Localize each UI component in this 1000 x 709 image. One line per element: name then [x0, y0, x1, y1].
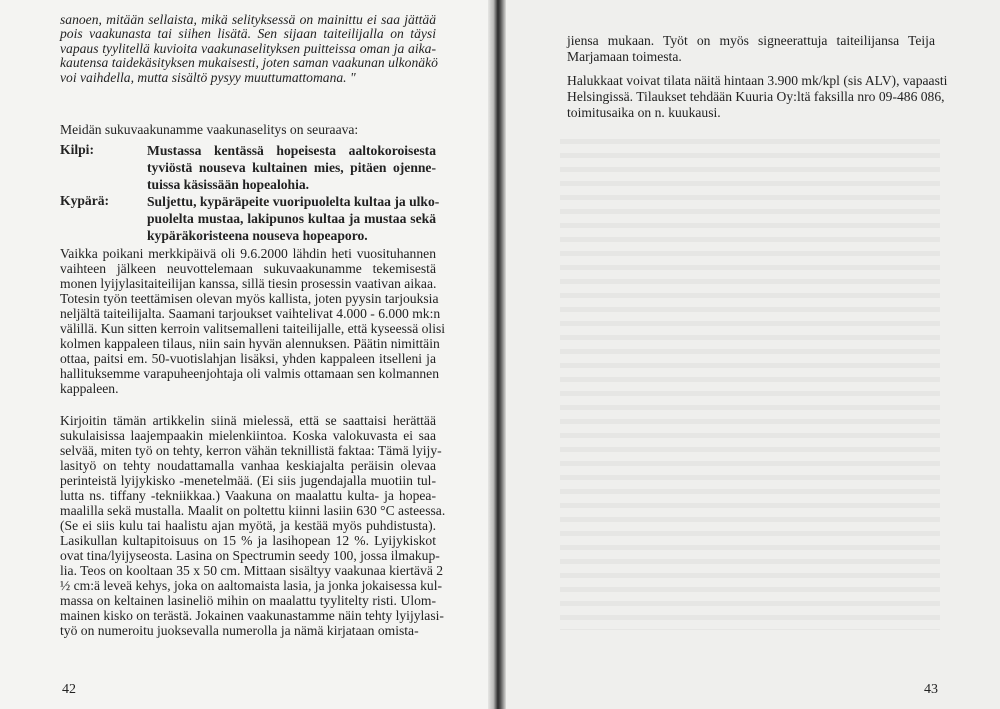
text-line: massa on keltainen lasineliö mihin on maalattu tyylitelty risti. Ulom-	[60, 593, 436, 608]
text-line: sukulaisissa laajempaakin mielenkiintoa. Koska valokuvasta ei saa	[60, 428, 436, 443]
text-line: työ on numeroitu juoksevalla numerolla ja nämä kirjataan omista-	[60, 623, 419, 638]
text-line: ½ cm:ä leveä kehys, joka on aaltomaista lasia, ja jonka jokaisessa kul-	[60, 578, 443, 593]
kilpi-label: Kilpi:	[60, 142, 94, 157]
text-line: hallituksemme varapuheenjohtaja oli valmis ottamaan sen kolmannen	[60, 366, 440, 381]
text-line: lutta ns. tiffany -tekniikkaa.) Vaakuna on maalattu kulta- ja hopea-	[60, 488, 436, 503]
text-line: puolelta mustaa, lakipunos kultaa ja mustaa sekä	[147, 211, 436, 226]
text-line: monen lyijylasitaiteilijan kanssa, sillä tiesin prosessin vaativan aikaa.	[60, 276, 437, 291]
text-line: maalilla sekä mustalla. Maalit on poltettu kiinni lasiin 630 °C asteessa.	[60, 503, 446, 518]
text-line: tuissa käsissään hopealohia.	[147, 177, 310, 192]
text-line: lia. Teos on kooltaan 35 x 50 cm. Mittaan sisältyy vaakunaa kiertävä 2	[60, 563, 444, 578]
text-line: Kirjoitin tämän artikkelin siinä mielessä, että se saattaisi herättää	[60, 413, 436, 428]
paragraph-order-story	[60, 246, 446, 396]
text-line: ovat tina/lyijyseosta. Lasina on Spectrumin seedy 100, jossa ilmakup-	[60, 548, 440, 563]
kypara-description	[147, 193, 440, 244]
text-line: mainen kisko on terästä. Jokainen vaakunastamme näin tehty lyijylasi-	[60, 608, 444, 623]
text-line: kappaleen.	[60, 381, 119, 396]
text-line: kautensa taidekäsityksen mukaisesti, joten saman vaakunan ulkonäkö	[60, 55, 438, 71]
paragraph-ordering-info	[567, 73, 948, 121]
paragraph-technical-facts	[60, 413, 446, 638]
page-number-right: 43	[924, 682, 938, 697]
text-line: selvää, miten työ on tehty, kerron vähän teknillistä faktaa: Tämä lyijy-	[60, 443, 442, 458]
text-line: Vaikka poikani merkkipäivä oli 9.6.2000 lähdin heti vuosituhannen	[60, 246, 436, 261]
text-line: välillä. Kun sitten kerroin valitsemalleni taiteilijalle, että kyseessä olisi	[60, 321, 446, 336]
paragraph-signature	[567, 33, 935, 65]
text-line: vapaus tyylitellä kuvioita vaakunaselityksen puitteissa oman ja aika-	[60, 40, 436, 56]
text-line: Mustassa kentässä hopeisesta aaltokoroisesta	[147, 143, 436, 158]
text-line: Lasikullan kultapitoisuus on 15 % ja lasihopean 12 %. Lyijykiskot	[60, 533, 436, 548]
text-line: ottaa, paitsi em. 50-vuotislahjan lisäksi, yhden kappaleen itselleni ja	[60, 351, 436, 366]
text-line: pois vaakunasta tai siihen lisätä. Sen sijaan taiteilijalla on täysi	[60, 26, 436, 42]
quote-paragraph	[60, 13, 436, 85]
text-line: kypäräkoristeena nouseva hopeaporo.	[147, 228, 368, 243]
text-line: Suljettu, kypäräpeite vuoripuolelta kultaa ja ulko-	[147, 194, 440, 209]
text-line: kolmen kappaleen tilaus, niin sain hyvän alennuksen. Päätin nimittäin	[60, 336, 440, 351]
book-spine	[488, 0, 506, 709]
text-line: vaihteen jälkeen neuvottelemaan sukuvaakunamme tekemisestä	[60, 261, 436, 276]
text-line: toimitusaika on n. kuukausi.	[567, 105, 721, 120]
text-line: Marjamaan toimesta.	[567, 49, 682, 64]
text-line: neljältä taiteilijalta. Saamani tarjoukset vaihtelivat 4.000 - 6.000 mk:n	[60, 306, 441, 321]
intro-paragraph	[60, 122, 436, 137]
bleed-through-text	[560, 130, 940, 630]
text-line: voi vaihdella, mutta sisältö pysyy muuttumattomana. "	[60, 69, 356, 85]
text-line: perinteistä lyijykisko -menetelmää. (Ei siis jugendajalla muotiin tul-	[60, 473, 436, 488]
text-line: Totesin työn teettämisen olevan myös kallista, joten pyysin tarjouksia	[60, 291, 439, 306]
text-line: lasityö on tehty noudattamalla vanhaa keskiajalta peräisin olevaa	[60, 458, 436, 473]
page-number-left: 42	[62, 682, 76, 697]
kilpi-description	[147, 142, 436, 193]
text-line: Halukkaat voivat tilata näitä hintaan 3.900 mk/kpl (sis ALV), vapaasti	[567, 73, 948, 88]
text-line: sanoen, mitään sellaista, mikä selityksessä on mainittu ei saa jättää	[60, 12, 436, 27]
text-line: Helsingissä. Tilaukset tehdään Kuuria Oy:ltä faksilla nro 09-486 086,	[567, 89, 945, 104]
text-line: tyviöstä nouseva kultainen mies, pitäen ojenne-	[147, 160, 436, 175]
text-line: (Se ei siis kulu tai haalistu ajan myötä, ja kestää myös puhdistusta).	[60, 518, 436, 533]
text-line: Meidän sukuvaakunamme vaakunaselitys on seuraava:	[60, 122, 359, 137]
text-line: jiensa mukaan. Työt on myös signeerattuja taiteilijansa Teija	[567, 33, 935, 48]
kypara-label: Kypärä:	[60, 193, 110, 208]
